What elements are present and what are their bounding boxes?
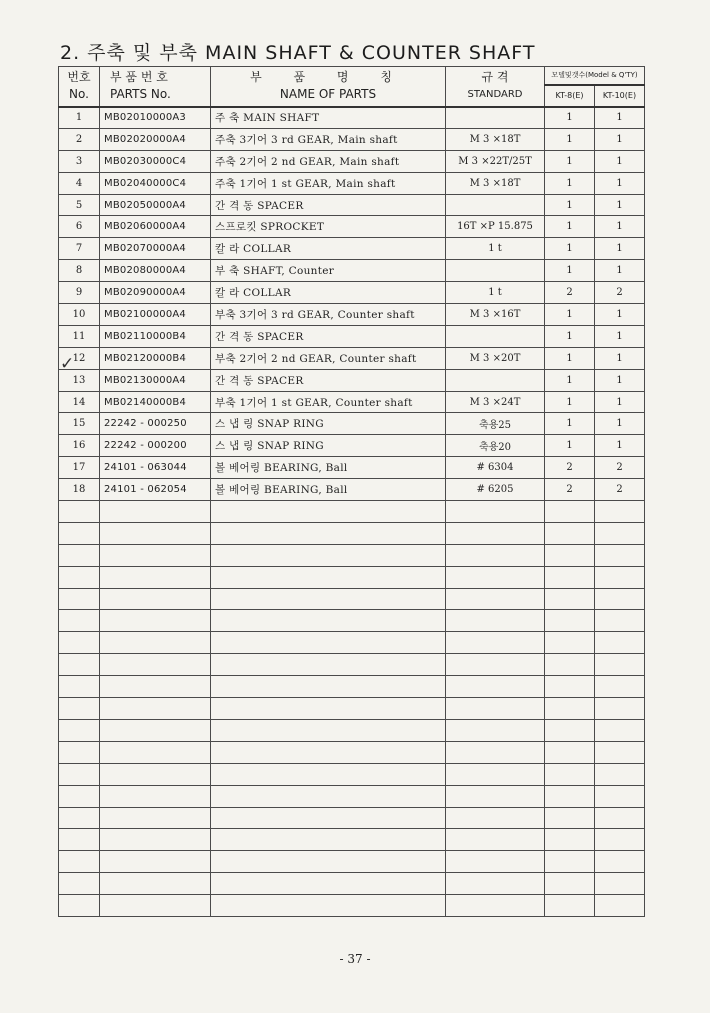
qty-kt8: 1 bbox=[545, 435, 595, 457]
qty-kt10: 1 bbox=[595, 413, 645, 435]
row-number: 15 bbox=[59, 413, 100, 435]
part-number: 24101 - 062054 bbox=[100, 479, 211, 501]
part-number: MB02040000C4 bbox=[100, 172, 211, 194]
part-name bbox=[211, 501, 446, 523]
qty-kt8: 1 bbox=[545, 238, 595, 260]
blank-table-row bbox=[59, 654, 645, 676]
part-name: 스 냅 링 SNAP RING bbox=[211, 413, 446, 435]
standard: 축용20 bbox=[446, 435, 545, 457]
row-number: 2 bbox=[59, 128, 100, 150]
table-row bbox=[59, 128, 645, 150]
standard bbox=[446, 654, 545, 676]
part-name: 부축 3기어 3 rd GEAR, Counter shaft bbox=[211, 304, 446, 326]
blank-table-row bbox=[59, 719, 645, 741]
row-number: 11 bbox=[59, 325, 100, 347]
header-no-en: No. bbox=[69, 87, 89, 102]
part-name: 부축 2기어 2 nd GEAR, Counter shaft bbox=[211, 347, 446, 369]
header-model-qty: 모델및갯수(Model & Q'TY) bbox=[545, 67, 645, 85]
row-number: 10 bbox=[59, 304, 100, 326]
qty-kt10 bbox=[595, 873, 645, 895]
qty-kt10: 1 bbox=[595, 128, 645, 150]
row-number: 8 bbox=[59, 260, 100, 282]
qty-kt10: 1 bbox=[595, 238, 645, 260]
part-number: MB02120000B4 bbox=[100, 347, 211, 369]
qty-kt8 bbox=[545, 544, 595, 566]
qty-kt8: 1 bbox=[545, 304, 595, 326]
part-name bbox=[211, 610, 446, 632]
blank-table-row bbox=[59, 610, 645, 632]
blank-table-row bbox=[59, 632, 645, 654]
qty-kt10 bbox=[595, 501, 645, 523]
standard bbox=[446, 369, 545, 391]
part-name bbox=[211, 851, 446, 873]
blank-table-row bbox=[59, 829, 645, 851]
qty-kt8: 1 bbox=[545, 150, 595, 172]
qty-kt8: 1 bbox=[545, 391, 595, 413]
standard: M 3 ×20T bbox=[446, 347, 545, 369]
table-row bbox=[59, 150, 645, 172]
table-row bbox=[59, 457, 645, 479]
part-number: MB02100000A4 bbox=[100, 304, 211, 326]
part-number bbox=[100, 763, 211, 785]
part-name bbox=[211, 544, 446, 566]
part-number: MB02110000B4 bbox=[100, 325, 211, 347]
qty-kt10: 1 bbox=[595, 172, 645, 194]
qty-kt8: 1 bbox=[545, 413, 595, 435]
standard bbox=[446, 260, 545, 282]
qty-kt8: 1 bbox=[545, 128, 595, 150]
part-number bbox=[100, 851, 211, 873]
standard bbox=[446, 873, 545, 895]
qty-kt8 bbox=[545, 829, 595, 851]
part-name: 주축 2기어 2 nd GEAR, Main shaft bbox=[211, 150, 446, 172]
part-name bbox=[211, 566, 446, 588]
row-number bbox=[59, 698, 100, 720]
part-name: 스프로킷 SPROCKET bbox=[211, 216, 446, 238]
row-number bbox=[59, 522, 100, 544]
qty-kt10: 1 bbox=[595, 325, 645, 347]
qty-kt10 bbox=[595, 654, 645, 676]
standard bbox=[446, 785, 545, 807]
qty-kt8 bbox=[545, 741, 595, 763]
part-number bbox=[100, 873, 211, 895]
standard: M 3 ×22T/25T bbox=[446, 150, 545, 172]
qty-kt10 bbox=[595, 807, 645, 829]
row-number: 14 bbox=[59, 391, 100, 413]
qty-kt10 bbox=[595, 763, 645, 785]
part-name: 주축 1기어 1 st GEAR, Main shaft bbox=[211, 172, 446, 194]
part-name bbox=[211, 785, 446, 807]
qty-kt8: 1 bbox=[545, 260, 595, 282]
standard bbox=[446, 719, 545, 741]
qty-kt10: 1 bbox=[595, 194, 645, 216]
table-row bbox=[59, 413, 645, 435]
qty-kt8 bbox=[545, 610, 595, 632]
standard: 축용25 bbox=[446, 413, 545, 435]
table-row bbox=[59, 260, 645, 282]
row-number: 5 bbox=[59, 194, 100, 216]
part-number bbox=[100, 501, 211, 523]
row-number bbox=[59, 654, 100, 676]
row-number bbox=[59, 829, 100, 851]
blank-table-row bbox=[59, 522, 645, 544]
blank-table-row bbox=[59, 807, 645, 829]
part-number: MB02010000A3 bbox=[100, 107, 211, 129]
blank-table-row bbox=[59, 895, 645, 917]
qty-kt8 bbox=[545, 632, 595, 654]
part-number bbox=[100, 522, 211, 544]
part-number: 22242 - 000250 bbox=[100, 413, 211, 435]
qty-kt10: 1 bbox=[595, 347, 645, 369]
header-standard-ko: 규 격 bbox=[481, 70, 509, 85]
part-number: 24101 - 063044 bbox=[100, 457, 211, 479]
standard bbox=[446, 522, 545, 544]
table-row bbox=[59, 172, 645, 194]
qty-kt8 bbox=[545, 895, 595, 917]
header-name-en: NAME OF PARTS bbox=[279, 87, 377, 102]
row-number bbox=[59, 895, 100, 917]
qty-kt8: 2 bbox=[545, 457, 595, 479]
table-row bbox=[59, 304, 645, 326]
page-number: - 37 - bbox=[339, 952, 371, 966]
standard bbox=[446, 566, 545, 588]
blank-table-row bbox=[59, 698, 645, 720]
part-name: 칼 라 COLLAR bbox=[211, 238, 446, 260]
row-number bbox=[59, 501, 100, 523]
qty-kt10: 1 bbox=[595, 107, 645, 129]
row-number bbox=[59, 873, 100, 895]
row-number: 16 bbox=[59, 435, 100, 457]
row-number bbox=[59, 763, 100, 785]
qty-kt10: 1 bbox=[595, 369, 645, 391]
qty-kt8 bbox=[545, 851, 595, 873]
table-row bbox=[59, 282, 645, 304]
blank-table-row bbox=[59, 566, 645, 588]
qty-kt10 bbox=[595, 895, 645, 917]
qty-kt8: 1 bbox=[545, 369, 595, 391]
part-number bbox=[100, 741, 211, 763]
part-number bbox=[100, 610, 211, 632]
header-parts-no bbox=[100, 67, 211, 107]
part-number bbox=[100, 544, 211, 566]
part-number bbox=[100, 632, 211, 654]
qty-kt10: 2 bbox=[595, 282, 645, 304]
row-number bbox=[59, 741, 100, 763]
part-name bbox=[211, 829, 446, 851]
part-name: 간 격 동 SPACER bbox=[211, 369, 446, 391]
row-number bbox=[59, 610, 100, 632]
blank-table-row bbox=[59, 763, 645, 785]
qty-kt10 bbox=[595, 676, 645, 698]
row-number bbox=[59, 851, 100, 873]
part-number bbox=[100, 654, 211, 676]
row-number: 12 bbox=[59, 347, 100, 369]
part-name: 볼 베어링 BEARING, Ball bbox=[211, 457, 446, 479]
qty-kt8: 2 bbox=[545, 479, 595, 501]
part-name bbox=[211, 719, 446, 741]
standard: M 3 ×18T bbox=[446, 128, 545, 150]
qty-kt10 bbox=[595, 544, 645, 566]
table-row bbox=[59, 238, 645, 260]
part-number bbox=[100, 566, 211, 588]
part-number bbox=[100, 807, 211, 829]
header-parts-no-en: PARTS No. bbox=[110, 87, 171, 102]
qty-kt10: 1 bbox=[595, 216, 645, 238]
standard bbox=[446, 895, 545, 917]
standard: 1 t bbox=[446, 238, 545, 260]
qty-kt8: 1 bbox=[545, 347, 595, 369]
row-number bbox=[59, 588, 100, 610]
table-row bbox=[59, 347, 645, 369]
standard: M 3 ×24T bbox=[446, 391, 545, 413]
qty-kt8 bbox=[545, 807, 595, 829]
table-row bbox=[59, 391, 645, 413]
part-name: 간 격 동 SPACER bbox=[211, 325, 446, 347]
qty-kt10: 1 bbox=[595, 150, 645, 172]
qty-kt10 bbox=[595, 522, 645, 544]
qty-kt10 bbox=[595, 566, 645, 588]
row-number bbox=[59, 544, 100, 566]
header-standard-en: STANDARD bbox=[467, 89, 523, 101]
qty-kt10 bbox=[595, 610, 645, 632]
qty-kt8 bbox=[545, 698, 595, 720]
standard bbox=[446, 107, 545, 129]
qty-kt8: 1 bbox=[545, 107, 595, 129]
qty-kt8 bbox=[545, 676, 595, 698]
standard: 1 t bbox=[446, 282, 545, 304]
part-name: 주축 3기어 3 rd GEAR, Main shaft bbox=[211, 128, 446, 150]
header-no-ko: 번호 bbox=[67, 70, 91, 85]
standard bbox=[446, 741, 545, 763]
row-number bbox=[59, 785, 100, 807]
standard bbox=[446, 194, 545, 216]
qty-kt10 bbox=[595, 588, 645, 610]
row-number: 3 bbox=[59, 150, 100, 172]
standard bbox=[446, 501, 545, 523]
part-number bbox=[100, 588, 211, 610]
qty-kt8 bbox=[545, 588, 595, 610]
qty-kt8 bbox=[545, 566, 595, 588]
row-number bbox=[59, 676, 100, 698]
qty-kt8 bbox=[545, 501, 595, 523]
qty-kt8 bbox=[545, 785, 595, 807]
standard: # 6205 bbox=[446, 479, 545, 501]
qty-kt10: 1 bbox=[595, 304, 645, 326]
qty-kt10 bbox=[595, 851, 645, 873]
table-row bbox=[59, 216, 645, 238]
qty-kt10 bbox=[595, 698, 645, 720]
blank-table-row bbox=[59, 851, 645, 873]
part-number: MB02140000B4 bbox=[100, 391, 211, 413]
qty-kt8 bbox=[545, 654, 595, 676]
blank-table-row bbox=[59, 741, 645, 763]
page-title: 2. 주축 및 부축 MAIN SHAFT & COUNTER SHAFT bbox=[60, 42, 536, 64]
part-name bbox=[211, 654, 446, 676]
qty-kt10: 2 bbox=[595, 457, 645, 479]
standard: # 6304 bbox=[446, 457, 545, 479]
standard bbox=[446, 632, 545, 654]
standard: M 3 ×16T bbox=[446, 304, 545, 326]
header-model-kt8: KT-8(E) bbox=[545, 85, 595, 107]
header-name-ko: 부 품 명 칭 bbox=[250, 70, 406, 85]
header-parts-no-ko: 부 품 번 호 bbox=[110, 70, 168, 85]
qty-kt10 bbox=[595, 719, 645, 741]
part-name: 부축 1기어 1 st GEAR, Counter shaft bbox=[211, 391, 446, 413]
row-number bbox=[59, 719, 100, 741]
part-number: MB02070000A4 bbox=[100, 238, 211, 260]
part-number: 22242 - 000200 bbox=[100, 435, 211, 457]
part-name: 간 격 동 SPACER bbox=[211, 194, 446, 216]
standard bbox=[446, 610, 545, 632]
qty-kt8: 1 bbox=[545, 325, 595, 347]
qty-kt10 bbox=[595, 785, 645, 807]
part-number: MB02060000A4 bbox=[100, 216, 211, 238]
qty-kt8 bbox=[545, 522, 595, 544]
part-name: 스 냅 링 SNAP RING bbox=[211, 435, 446, 457]
standard bbox=[446, 588, 545, 610]
row-number: 9 bbox=[59, 282, 100, 304]
standard bbox=[446, 544, 545, 566]
blank-table-row bbox=[59, 544, 645, 566]
qty-kt10: 1 bbox=[595, 391, 645, 413]
row-number: 1 bbox=[59, 107, 100, 129]
row-number bbox=[59, 566, 100, 588]
part-name bbox=[211, 873, 446, 895]
table-row bbox=[59, 435, 645, 457]
qty-kt8: 1 bbox=[545, 216, 595, 238]
qty-kt8: 1 bbox=[545, 194, 595, 216]
parts-table-body bbox=[59, 107, 645, 917]
part-number bbox=[100, 785, 211, 807]
qty-kt10 bbox=[595, 632, 645, 654]
row-number bbox=[59, 632, 100, 654]
row-number: 6 bbox=[59, 216, 100, 238]
standard: 16T ×P 15.875 bbox=[446, 216, 545, 238]
blank-table-row bbox=[59, 501, 645, 523]
handwritten-check-mark: ✓ bbox=[60, 354, 75, 374]
row-number: 13 bbox=[59, 369, 100, 391]
part-number: MB02020000A4 bbox=[100, 128, 211, 150]
part-number: MB02030000C4 bbox=[100, 150, 211, 172]
table-row bbox=[59, 479, 645, 501]
part-name: 주 축 MAIN SHAFT bbox=[211, 107, 446, 129]
row-number: 17 bbox=[59, 457, 100, 479]
table-row bbox=[59, 194, 645, 216]
blank-table-row bbox=[59, 873, 645, 895]
part-number: MB02130000A4 bbox=[100, 369, 211, 391]
standard bbox=[446, 676, 545, 698]
qty-kt8 bbox=[545, 763, 595, 785]
part-number bbox=[100, 698, 211, 720]
part-number bbox=[100, 895, 211, 917]
part-name: 칼 라 COLLAR bbox=[211, 282, 446, 304]
part-name bbox=[211, 588, 446, 610]
part-number: MB02050000A4 bbox=[100, 194, 211, 216]
qty-kt10 bbox=[595, 741, 645, 763]
standard: M 3 ×18T bbox=[446, 172, 545, 194]
part-name bbox=[211, 698, 446, 720]
part-name: 부 축 SHAFT, Counter bbox=[211, 260, 446, 282]
part-number bbox=[100, 676, 211, 698]
qty-kt8 bbox=[545, 873, 595, 895]
standard bbox=[446, 325, 545, 347]
header-name bbox=[211, 67, 446, 107]
part-name: 볼 베어링 BEARING, Ball bbox=[211, 479, 446, 501]
part-name bbox=[211, 522, 446, 544]
header-no bbox=[59, 67, 100, 107]
blank-table-row bbox=[59, 676, 645, 698]
table-row bbox=[59, 369, 645, 391]
standard bbox=[446, 698, 545, 720]
qty-kt10: 2 bbox=[595, 479, 645, 501]
table-row bbox=[59, 107, 645, 129]
part-name bbox=[211, 676, 446, 698]
header-standard bbox=[446, 67, 545, 107]
part-number bbox=[100, 829, 211, 851]
qty-kt8 bbox=[545, 719, 595, 741]
header-model-kt10: KT-10(E) bbox=[595, 85, 645, 107]
table-row bbox=[59, 325, 645, 347]
qty-kt8: 2 bbox=[545, 282, 595, 304]
part-number bbox=[100, 719, 211, 741]
part-name bbox=[211, 807, 446, 829]
qty-kt10 bbox=[595, 829, 645, 851]
part-name bbox=[211, 632, 446, 654]
blank-table-row bbox=[59, 588, 645, 610]
qty-kt10: 1 bbox=[595, 260, 645, 282]
standard bbox=[446, 829, 545, 851]
qty-kt8: 1 bbox=[545, 172, 595, 194]
part-number: MB02090000A4 bbox=[100, 282, 211, 304]
part-name bbox=[211, 741, 446, 763]
row-number: 7 bbox=[59, 238, 100, 260]
qty-kt10: 1 bbox=[595, 435, 645, 457]
part-name bbox=[211, 895, 446, 917]
part-number: MB02080000A4 bbox=[100, 260, 211, 282]
blank-table-row bbox=[59, 785, 645, 807]
parts-table bbox=[58, 66, 645, 917]
row-number bbox=[59, 807, 100, 829]
part-name bbox=[211, 763, 446, 785]
standard bbox=[446, 851, 545, 873]
standard bbox=[446, 763, 545, 785]
row-number: 18 bbox=[59, 479, 100, 501]
row-number: 4 bbox=[59, 172, 100, 194]
standard bbox=[446, 807, 545, 829]
